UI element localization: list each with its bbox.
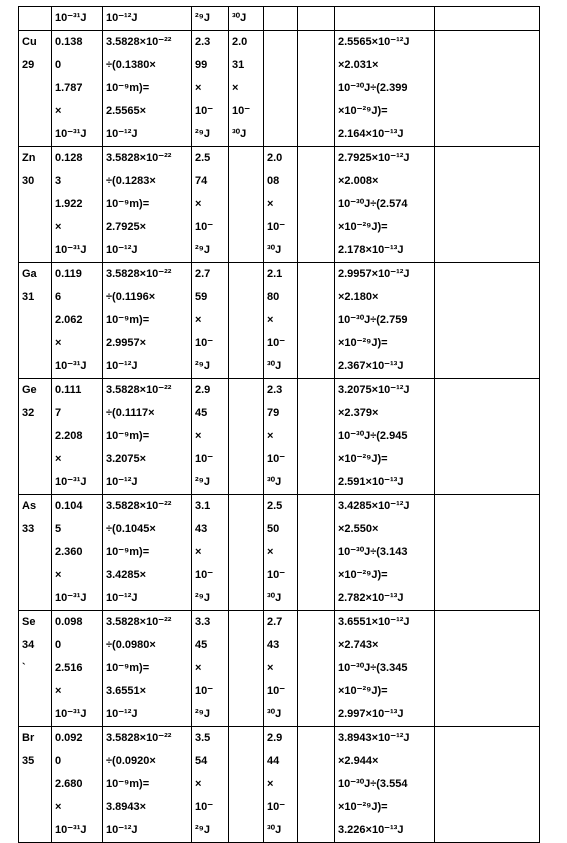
- table-cell: [192, 379, 229, 495]
- cell-line: 3.1: [195, 500, 211, 512]
- cell-line: ×: [55, 801, 62, 813]
- table-cell: [192, 147, 229, 263]
- cell-line: ×: [195, 662, 202, 674]
- table-row: [19, 31, 540, 147]
- cell-line: 0.104: [55, 500, 83, 512]
- table-cell: [435, 31, 540, 147]
- table-cell: [229, 495, 264, 611]
- cell-line: 2.062: [55, 314, 83, 326]
- cell-line: ×10⁻²⁹J)=: [338, 453, 388, 465]
- table-cell: [298, 727, 335, 843]
- table-cell: [103, 495, 192, 611]
- cell-text: [267, 7, 294, 30]
- cell-text: ³⁰J: [232, 12, 247, 24]
- table-cell: [264, 727, 298, 843]
- element-cell: [19, 611, 52, 727]
- cell-line: ×: [267, 662, 274, 674]
- cell-line: 0.138: [55, 36, 83, 48]
- cell-line: 2.3: [267, 384, 283, 396]
- cell-line: ×: [55, 337, 62, 349]
- cell-line: 0: [55, 59, 62, 71]
- cell-line: 10⁻³⁰J÷(3.345: [338, 662, 408, 674]
- cell-line: 3.5828×10⁻²²: [106, 384, 172, 396]
- table-cell: [298, 147, 335, 263]
- cell-line: 10⁻: [195, 453, 214, 465]
- cell-text: [438, 7, 536, 30]
- table-cell: [335, 147, 435, 263]
- cell-line: 2.5: [195, 152, 211, 164]
- table-cell: [435, 147, 540, 263]
- table-row: [19, 495, 540, 611]
- cell-line: 10⁻³¹J: [55, 476, 87, 488]
- element-label: Ge: [22, 384, 37, 396]
- cell-line: 45: [195, 407, 208, 419]
- cell-line: 10⁻: [195, 569, 214, 581]
- cell-line: ×: [55, 221, 62, 233]
- table-cell: [52, 379, 103, 495]
- cell-line: 10⁻: [195, 685, 214, 697]
- cell-line: 54: [195, 755, 208, 767]
- element-cell: [19, 263, 52, 379]
- table-cell: [264, 263, 298, 379]
- table-cell: [335, 263, 435, 379]
- cell-line: 10⁻³¹J: [55, 244, 87, 256]
- cell-line: 10⁻³¹J: [55, 128, 87, 140]
- cell-line: ²⁹J: [195, 476, 211, 488]
- cell-line: ÷(0.1196×: [106, 291, 156, 303]
- cell-line: 10⁻¹²J: [106, 708, 138, 720]
- cell-line: 3.2075×10⁻¹²J: [338, 384, 410, 396]
- cell-line: 10⁻: [267, 337, 286, 349]
- element-cell: [19, 31, 52, 147]
- cell-line: 99: [195, 59, 208, 71]
- cell-line: 10⁻³⁰J÷(2.574: [338, 198, 408, 210]
- element-energy-table: [18, 6, 540, 843]
- table-cell: [335, 727, 435, 843]
- table-cell: [264, 31, 298, 147]
- cell-line: 10⁻: [195, 221, 214, 233]
- cell-line: ×: [195, 546, 202, 558]
- cell-text: [22, 7, 48, 30]
- element-cell: [19, 727, 52, 843]
- table-cell: [192, 495, 229, 611]
- element-label: Br: [22, 732, 35, 744]
- table-cell: [264, 379, 298, 495]
- table-cell: [192, 7, 229, 31]
- cell-line: 2.7: [195, 268, 211, 280]
- table-cell: [335, 31, 435, 147]
- cell-line: ÷(0.1045×: [106, 523, 156, 535]
- cell-line: 74: [195, 175, 208, 187]
- cell-line: 0.119: [55, 268, 82, 280]
- cell-line: ×10⁻²⁹J)=: [338, 685, 388, 697]
- cell-line: 3.6551×: [106, 685, 147, 697]
- cell-text: [338, 7, 431, 30]
- table-cell: [264, 495, 298, 611]
- cell-line: ×: [195, 198, 202, 210]
- cell-line: 6: [55, 291, 62, 303]
- table-row: [19, 147, 540, 263]
- cell-line: 2.208: [55, 430, 83, 442]
- cell-line: 80: [267, 291, 280, 303]
- cell-line: 5: [55, 523, 62, 535]
- cell-line: ²⁹J: [195, 360, 211, 372]
- cell-line: ×: [195, 430, 202, 442]
- cell-line: ³⁰J: [267, 360, 282, 372]
- cell-line: 1.922: [55, 198, 83, 210]
- cell-line: 2.178×10⁻¹³J: [338, 244, 404, 256]
- cell-line: 2.5565×10⁻¹²J: [338, 36, 410, 48]
- table-cell: [52, 7, 103, 31]
- cell-line: 0: [55, 639, 62, 651]
- table-cell: [229, 263, 264, 379]
- cell-line: 10⁻: [267, 569, 286, 581]
- element-label: 29: [22, 59, 35, 71]
- cell-line: 3: [55, 175, 62, 187]
- cell-line: 0.128: [55, 152, 83, 164]
- cell-line: 2.5565×: [106, 105, 147, 117]
- cell-line: 2.1: [267, 268, 283, 280]
- table-cell: [298, 7, 335, 31]
- element-label: 31: [22, 291, 35, 303]
- table-cell: [52, 263, 103, 379]
- cell-line: ×: [55, 685, 62, 697]
- cell-line: ³⁰J: [267, 824, 282, 836]
- cell-line: 08: [267, 175, 280, 187]
- table-cell: [229, 31, 264, 147]
- cell-text: 10⁻¹²J: [106, 12, 138, 24]
- cell-line: 3.6551×10⁻¹²J: [338, 616, 410, 628]
- cell-line: ×2.031×: [338, 59, 379, 71]
- cell-line: 0.092: [55, 732, 83, 744]
- cell-line: 10⁻⁹m)=: [106, 314, 150, 326]
- table-cell: [229, 379, 264, 495]
- table-cell: [192, 727, 229, 843]
- cell-line: 10⁻¹²J: [106, 244, 138, 256]
- cell-line: 10⁻³¹J: [55, 360, 87, 372]
- cell-line: 10⁻⁹m)=: [106, 546, 150, 558]
- table-cell: [103, 147, 192, 263]
- element-cell: [19, 147, 52, 263]
- cell-line: ³⁰J: [267, 244, 282, 256]
- table-cell: [103, 7, 192, 31]
- table-row: [19, 611, 540, 727]
- cell-line: ×2.008×: [338, 175, 379, 187]
- cell-line: 10⁻³¹J: [55, 592, 87, 604]
- cell-line: 2.7: [267, 616, 283, 628]
- element-label: 33: [22, 523, 35, 535]
- element-label: Zn: [22, 152, 36, 164]
- cell-line: 10⁻: [195, 801, 214, 813]
- cell-line: ²⁹J: [195, 824, 211, 836]
- cell-line: 10⁻³⁰J÷(2.759: [338, 314, 408, 326]
- table-cell: [192, 31, 229, 147]
- cell-line: 10⁻: [195, 105, 214, 117]
- cell-line: 10⁻⁹m)=: [106, 198, 150, 210]
- table-cell: [229, 727, 264, 843]
- table-cell: [298, 379, 335, 495]
- cell-line: 10⁻: [267, 453, 286, 465]
- cell-line: 10⁻⁹m)=: [106, 430, 150, 442]
- table-cell: [192, 611, 229, 727]
- cell-line: ×2.944×: [338, 755, 379, 767]
- table-cell: [435, 263, 540, 379]
- cell-line: 2.7925×: [106, 221, 147, 233]
- table-cell: [435, 379, 540, 495]
- cell-line: 79: [267, 407, 280, 419]
- cell-line: ×2.180×: [338, 291, 379, 303]
- cell-line: ×2.550×: [338, 523, 379, 535]
- cell-line: 10⁻: [267, 221, 286, 233]
- cell-text: [301, 7, 331, 30]
- cell-line: 10⁻³⁰J÷(2.945: [338, 430, 408, 442]
- cell-line: 59: [195, 291, 208, 303]
- table-cell: [52, 611, 103, 727]
- cell-line: 0.111: [55, 384, 82, 396]
- table-cell: [52, 495, 103, 611]
- cell-line: 2.9: [195, 384, 211, 396]
- cell-line: 10⁻³⁰J÷(3.143: [338, 546, 408, 558]
- cell-line: 10⁻³⁰J÷(2.399: [338, 82, 408, 94]
- table-cell: [52, 727, 103, 843]
- element-label: Cu: [22, 36, 37, 48]
- cell-line: ³⁰J: [267, 708, 282, 720]
- cell-line: 10⁻: [195, 337, 214, 349]
- table-cell: [103, 31, 192, 147]
- cell-line: 2.0: [232, 36, 248, 48]
- cell-line: ×: [267, 198, 274, 210]
- cell-line: ×: [267, 546, 274, 558]
- cell-line: ×: [267, 778, 274, 790]
- cell-line: 3.3: [195, 616, 211, 628]
- cell-line: 43: [195, 523, 208, 535]
- cell-line: ×10⁻²⁹J)=: [338, 801, 388, 813]
- table-body: [19, 7, 540, 843]
- cell-text: 10⁻³¹J: [55, 12, 87, 24]
- cell-line: 2.367×10⁻¹³J: [338, 360, 404, 372]
- element-label: `: [22, 662, 26, 674]
- cell-line: 3.226×10⁻¹³J: [338, 824, 404, 836]
- cell-line: 44: [267, 755, 280, 767]
- table-cell: [192, 263, 229, 379]
- cell-line: 1.787: [55, 82, 83, 94]
- table-cell: [298, 611, 335, 727]
- cell-line: ×: [195, 778, 202, 790]
- cell-line: ×: [232, 82, 239, 94]
- cell-line: ×: [267, 430, 274, 442]
- cell-line: ×10⁻²⁹J)=: [338, 337, 388, 349]
- cell-line: ×2.743×: [338, 639, 379, 651]
- cell-line: 10⁻¹²J: [106, 128, 138, 140]
- cell-line: 0.098: [55, 616, 83, 628]
- cell-line: 31: [232, 59, 245, 71]
- cell-line: 2.680: [55, 778, 83, 790]
- cell-line: 2.9957×10⁻¹²J: [338, 268, 410, 280]
- cell-line: 2.591×10⁻¹³J: [338, 476, 404, 488]
- element-cell: [19, 379, 52, 495]
- table-cell: [19, 7, 52, 31]
- cell-line: ²⁹J: [195, 244, 211, 256]
- cell-line: 3.4285×: [106, 569, 147, 581]
- table-cell: [298, 31, 335, 147]
- table-row: [19, 727, 540, 843]
- table-cell: [335, 379, 435, 495]
- cell-line: 3.5828×10⁻²²: [106, 36, 172, 48]
- element-label: As: [22, 500, 37, 512]
- cell-line: ³⁰J: [267, 476, 282, 488]
- cell-line: 3.5828×10⁻²²: [106, 152, 172, 164]
- cell-line: 10⁻³¹J: [55, 824, 87, 836]
- cell-line: ²⁹J: [195, 592, 211, 604]
- element-label: 34: [22, 639, 35, 651]
- cell-line: 3.4285×10⁻¹²J: [338, 500, 410, 512]
- table-cell: [264, 611, 298, 727]
- cell-line: 50: [267, 523, 280, 535]
- cell-line: 3.5828×10⁻²²: [106, 616, 172, 628]
- element-label: Se: [22, 616, 36, 628]
- element-label: Ga: [22, 268, 37, 280]
- cell-line: 10⁻³⁰J÷(3.554: [338, 778, 408, 790]
- cell-line: 2.9957×: [106, 337, 147, 349]
- table-cell: [103, 611, 192, 727]
- cell-line: ×: [55, 105, 62, 117]
- element-label: 32: [22, 407, 35, 419]
- cell-line: ÷(0.1380×: [106, 59, 156, 71]
- cell-line: 2.360: [55, 546, 83, 558]
- table-cell: [229, 7, 264, 31]
- cell-line: ×10⁻²⁹J)=: [338, 221, 388, 233]
- cell-line: ×: [195, 82, 202, 94]
- cell-line: 10⁻: [267, 801, 286, 813]
- cell-line: ³⁰J: [232, 128, 247, 140]
- cell-line: 0: [55, 755, 62, 767]
- table-cell: [435, 611, 540, 727]
- cell-line: 3.5828×10⁻²²: [106, 268, 172, 280]
- cell-line: ²⁹J: [195, 708, 211, 720]
- cell-line: 10⁻¹²J: [106, 476, 138, 488]
- table-row: [19, 263, 540, 379]
- cell-line: ³⁰J: [267, 592, 282, 604]
- cell-line: ÷(0.1117×: [106, 407, 155, 419]
- cell-line: ×10⁻²⁹J)=: [338, 105, 388, 117]
- table-cell: [229, 611, 264, 727]
- cell-line: ×: [55, 453, 62, 465]
- cell-line: 2.9: [267, 732, 283, 744]
- cell-line: 45: [195, 639, 208, 651]
- cell-line: ×: [195, 314, 202, 326]
- cell-line: 2.7925×10⁻¹²J: [338, 152, 410, 164]
- cell-line: 3.5828×10⁻²²: [106, 732, 172, 744]
- cell-line: 2.782×10⁻¹³J: [338, 592, 404, 604]
- cell-line: 10⁻⁹m)=: [106, 778, 150, 790]
- cell-line: 10⁻: [267, 685, 286, 697]
- table-row: [19, 379, 540, 495]
- table-cell: [435, 7, 540, 31]
- table-row-continued: [19, 7, 540, 31]
- cell-text: ²⁹J: [195, 12, 211, 24]
- cell-line: 2.0: [267, 152, 283, 164]
- table-cell: [335, 611, 435, 727]
- cell-line: 3.5: [195, 732, 211, 744]
- cell-line: 2.997×10⁻¹³J: [338, 708, 404, 720]
- table-cell: [298, 263, 335, 379]
- cell-line: 2.5: [267, 500, 283, 512]
- table-cell: [264, 147, 298, 263]
- table-cell: [435, 495, 540, 611]
- cell-line: 10⁻¹²J: [106, 360, 138, 372]
- element-cell: [19, 495, 52, 611]
- table-cell: [103, 379, 192, 495]
- cell-line: 10⁻⁹m)=: [106, 82, 150, 94]
- table-cell: [103, 263, 192, 379]
- cell-line: 10⁻¹²J: [106, 592, 138, 604]
- cell-line: ×2.379×: [338, 407, 379, 419]
- cell-line: 10⁻¹²J: [106, 824, 138, 836]
- cell-line: 10⁻³¹J: [55, 708, 87, 720]
- table-cell: [229, 147, 264, 263]
- cell-line: 10⁻: [232, 105, 251, 117]
- element-label: 35: [22, 755, 35, 767]
- cell-line: 3.2075×: [106, 453, 147, 465]
- cell-line: 2.516: [55, 662, 83, 674]
- table-cell: [335, 7, 435, 31]
- table-cell: [264, 7, 298, 31]
- cell-line: 10⁻⁹m)=: [106, 662, 150, 674]
- cell-line: 7: [55, 407, 62, 419]
- cell-line: ÷(0.1283×: [106, 175, 156, 187]
- cell-line: ×: [55, 569, 62, 581]
- cell-line: ×: [267, 314, 274, 326]
- cell-line: 2.164×10⁻¹³J: [338, 128, 404, 140]
- table-cell: [52, 31, 103, 147]
- cell-line: 3.8943×: [106, 801, 147, 813]
- table-cell: [298, 495, 335, 611]
- table-cell: [435, 727, 540, 843]
- cell-line: ²⁹J: [195, 128, 211, 140]
- cell-line: ÷(0.0980×: [106, 639, 156, 651]
- cell-line: ÷(0.0920×: [106, 755, 156, 767]
- table-cell: [103, 727, 192, 843]
- cell-line: ×10⁻²⁹J)=: [338, 569, 388, 581]
- cell-line: 43: [267, 639, 280, 651]
- cell-line: 3.5828×10⁻²²: [106, 500, 172, 512]
- table-cell: [52, 147, 103, 263]
- table-cell: [335, 495, 435, 611]
- cell-line: 3.8943×10⁻¹²J: [338, 732, 410, 744]
- cell-line: 2.3: [195, 36, 211, 48]
- element-label: 30: [22, 175, 35, 187]
